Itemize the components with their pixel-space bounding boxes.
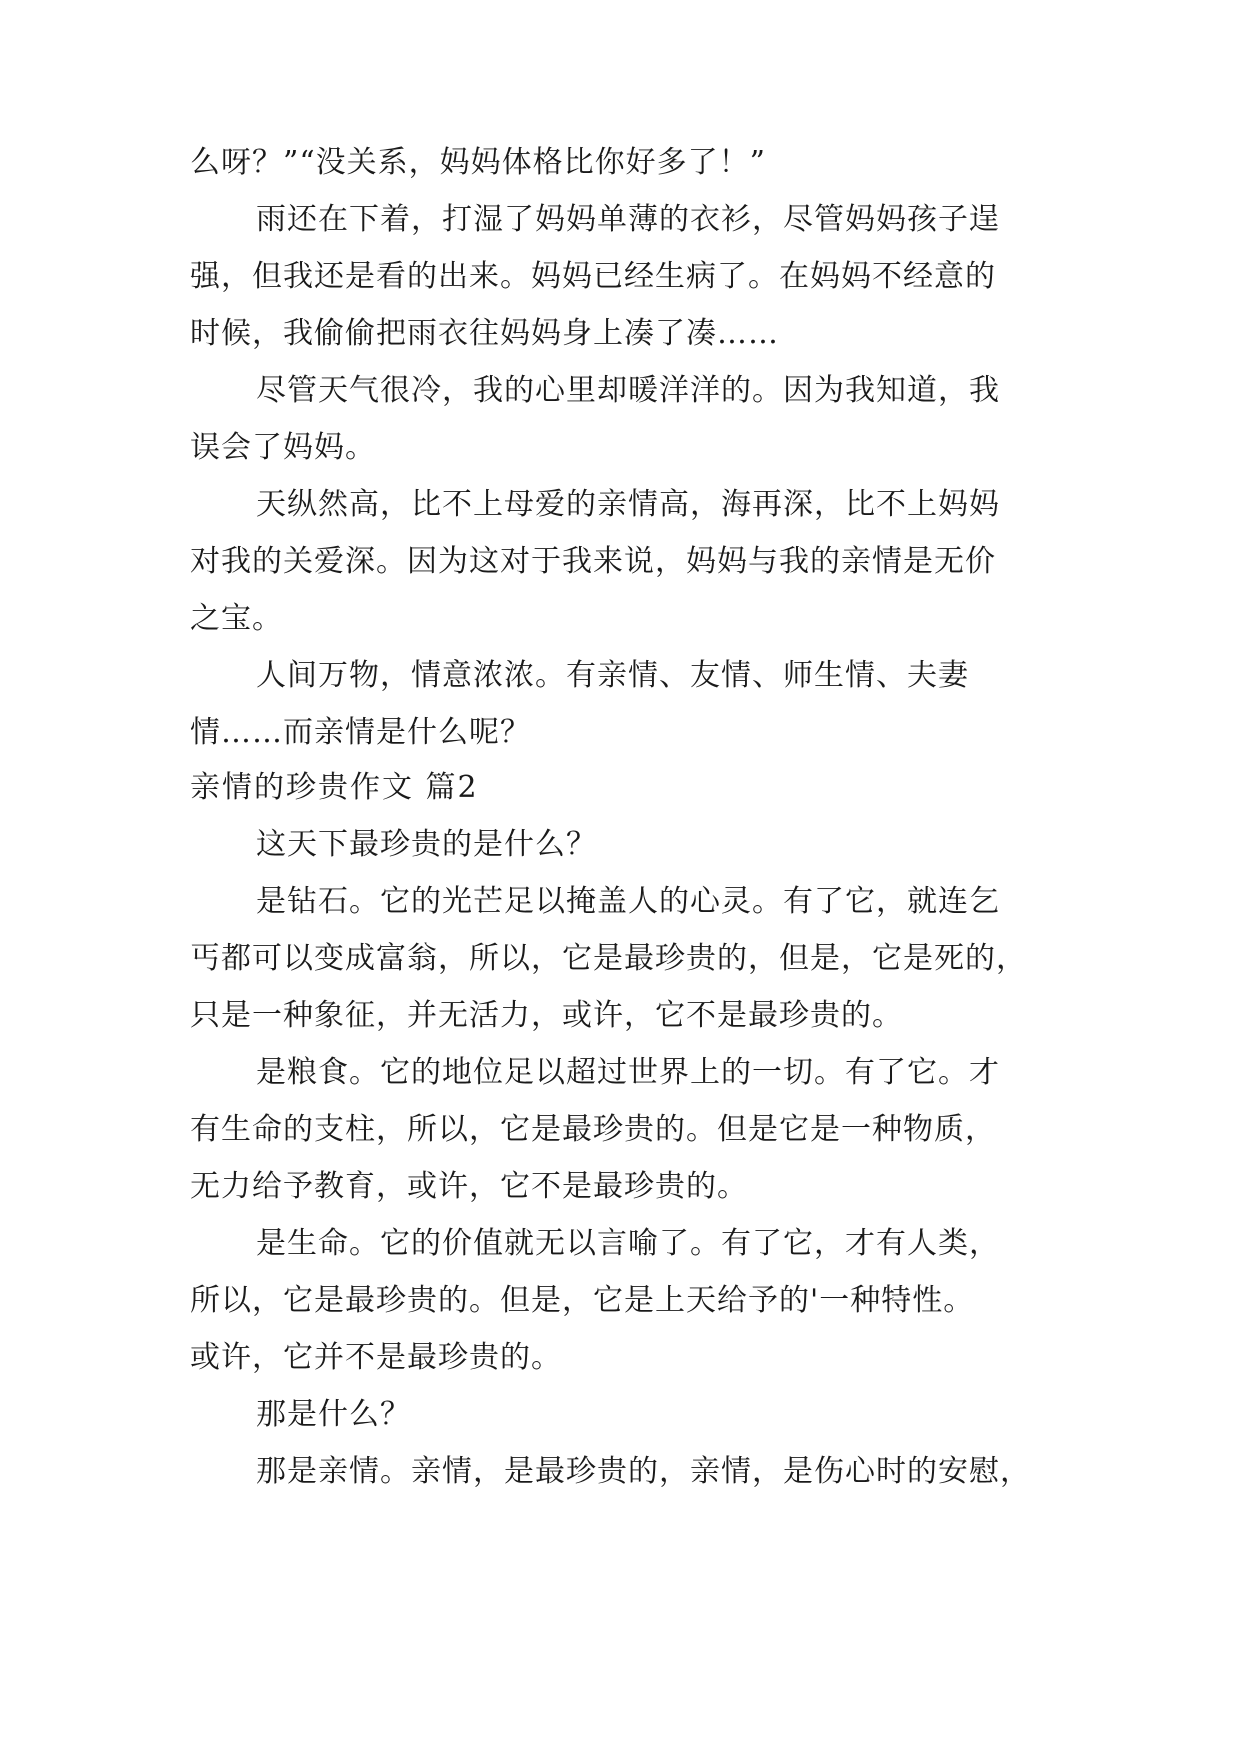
text-line: 是钻石。它的光芒足以掩盖人的心灵。有了它，就连乞 [256,884,1000,919]
text-line: 时候，我偷偷把雨衣往妈妈身上凑了凑…… [190,316,779,351]
text-line: 雨还在下着，打湿了妈妈单薄的衣衫，尽管妈妈孩子逞 [256,202,1000,237]
text-line: 是粮食。它的地位足以超过世界上的一切。有了它。才 [256,1055,1000,1090]
text-line: 尽管天气很冷，我的心里却暖洋洋的。因为我知道，我 [256,373,1000,408]
text-line: 那是亲情。亲情，是最珍贵的，亲情，是伤心时的安慰， [256,1454,1031,1489]
text-line: 么呀？”“没关系，妈妈体格比你好多了！” [190,145,767,180]
text-line: 人间万物，情意浓浓。有亲情、友情、师生情、夫妻 [256,658,969,693]
text-line: 有生命的支柱，所以，它是最珍贵的。但是它是一种物质， [190,1112,996,1147]
text-line: 是生命。它的价值就无以言喻了。有了它，才有人类， [256,1226,1000,1261]
text-line: 之宝。 [190,601,283,636]
text-line: 丐都可以变成富翁，所以，它是最珍贵的，但是，它是死的， [190,941,1027,976]
text-line: 天纵然高，比不上母爱的亲情高，海再深，比不上妈妈 [256,487,1000,522]
text-line: 所以，它是最珍贵的。但是，它是上天给予的'一种特性。 [190,1283,975,1318]
text-line: 无力给予教育，或许，它不是最珍贵的。 [190,1169,748,1204]
text-line: 这天下最珍贵的是什么？ [256,827,597,862]
text-line: 误会了妈妈。 [190,430,376,465]
text-line: 那是什么？ [256,1397,411,1432]
text-line: 对我的关爱深。因为这对于我来说，妈妈与我的亲情是无价 [190,544,996,579]
text-line: 强，但我还是看的出来。妈妈已经生病了。在妈妈不经意的 [190,259,996,294]
text-line: 或许，它并不是最珍贵的。 [190,1340,562,1375]
text-line: 只是一种象征，并无活力，或许，它不是最珍贵的。 [190,998,903,1033]
section-heading: 亲情的珍贵作文 篇2 [190,770,479,805]
text-line: 情……而亲情是什么呢？ [190,715,531,750]
